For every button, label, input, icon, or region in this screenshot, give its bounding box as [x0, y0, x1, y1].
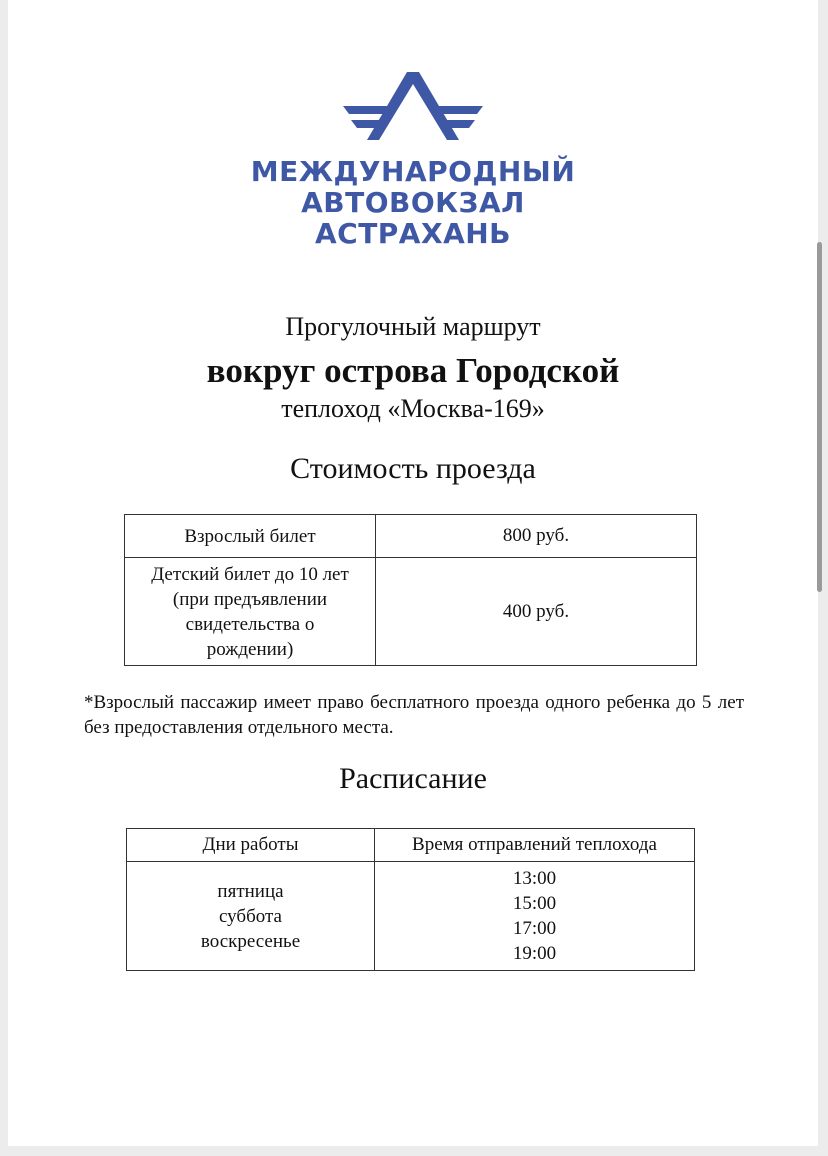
route-lead: Прогулочный маршрут — [285, 312, 541, 341]
route-title: вокруг острова Городской — [206, 351, 620, 390]
table-row — [125, 558, 697, 666]
column-header-days: Дни работы — [127, 829, 375, 862]
departure-times-cell — [375, 862, 695, 971]
logo-line-2: АВТОВОКЗАЛ — [301, 186, 525, 219]
operating-days-cell — [127, 862, 375, 971]
operating-day: пятница — [217, 880, 284, 902]
departure-time: 17:00 — [512, 918, 557, 939]
ticket-price: 400 руб. — [376, 558, 697, 666]
operating-day: воскресенье — [200, 930, 301, 952]
bus-station-logo — [8, 70, 818, 249]
ticket-price: 800 руб. — [376, 515, 697, 558]
ticket-label-cell — [125, 558, 376, 666]
ticket-label-line: рождении) — [206, 638, 294, 660]
operating-day: суббота — [219, 905, 282, 927]
logo-line-3: АСТРАХАНЬ — [314, 217, 512, 250]
table-row — [125, 515, 697, 558]
departure-time: 19:00 — [512, 943, 557, 964]
ticket-label-line: (при предъявлении — [172, 588, 328, 610]
route-ship: теплоход «Москва-169» — [281, 394, 545, 423]
logo-line-1: МЕЖДУНАРОДНЫЙ — [250, 155, 576, 188]
schedule-table — [126, 828, 695, 971]
schedule-heading: Расписание — [339, 762, 487, 795]
ticket-label-line: Детский билет до 10 лет — [151, 563, 349, 585]
ticket-label-cell — [125, 515, 376, 558]
column-header-times: Время отправлений теплохода — [375, 829, 695, 862]
ticket-label-line: свидетельства о — [185, 613, 315, 635]
child-fare-note: *Взрослый пассажир имеет право бесплатного проезда одного ребенка до 5 лет без предоставления отдельного места. — [84, 692, 744, 738]
table-header-row — [127, 829, 695, 862]
departure-time: 13:00 — [512, 868, 557, 889]
scrollbar[interactable] — [817, 242, 822, 592]
document-page — [8, 0, 818, 1146]
prices-heading: Стоимость проезда — [290, 452, 536, 485]
ticket-label: Взрослый билет — [184, 525, 316, 547]
table-row — [127, 862, 695, 971]
stylized-chevron-logo-icon — [343, 70, 483, 142]
departure-time: 15:00 — [512, 893, 557, 914]
price-table — [124, 514, 697, 666]
